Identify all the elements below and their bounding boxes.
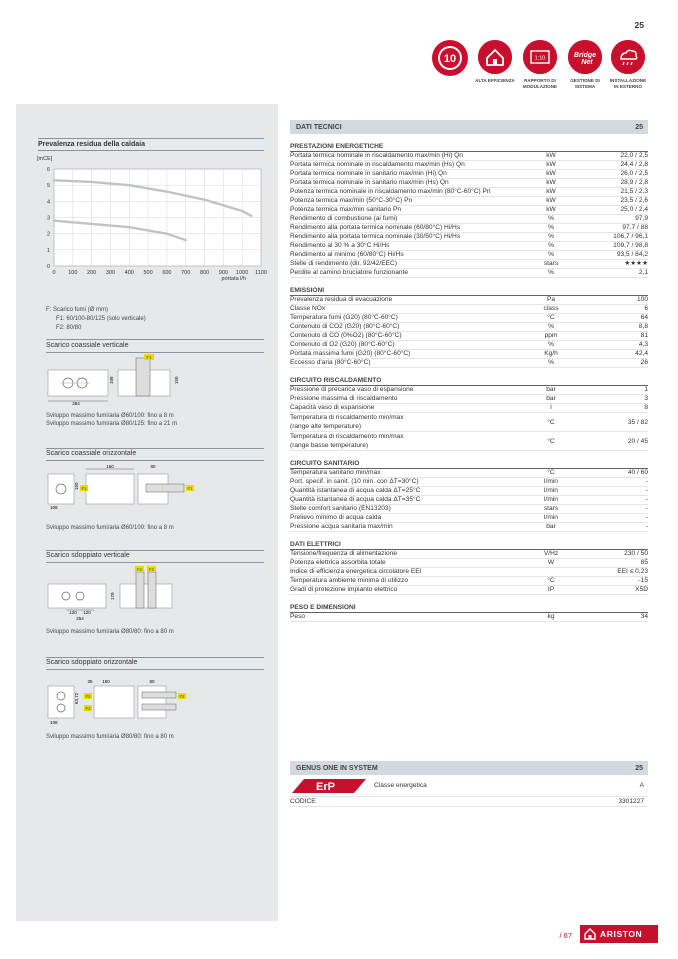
erp-logo-icon: [290, 777, 368, 795]
svg-text:Bridge: Bridge: [573, 52, 597, 59]
row-value: ★★★★: [624, 260, 648, 267]
row-unit: kW: [546, 179, 556, 186]
row-unit: bar: [546, 395, 556, 402]
modulation: [520, 40, 560, 89]
row-unit: IP: [547, 586, 555, 593]
row-label: Prevalenza residua di evacuazione: [290, 296, 393, 303]
tech-row: [290, 152, 648, 161]
row-label: Potenza elettrica assorbita totale: [290, 559, 386, 566]
svg-text:150: 150: [74, 482, 79, 490]
row-value: 1: [644, 386, 648, 393]
tech-row: [290, 233, 648, 242]
row-label: Stelle di rendimento (dir. 92/42/EEC): [290, 260, 398, 267]
row-label: Potenza termica max/min sanitario Pn: [290, 206, 402, 213]
svg-text:170: 170: [110, 592, 115, 600]
row-unit: stars: [543, 505, 559, 512]
split-horizontal-diagram: [46, 674, 206, 726]
ariston-logo: [580, 925, 658, 943]
row-label: Rendimento alla portata termica nominale (60/80°C) Hi/Hs: [290, 224, 461, 231]
tech-row: [290, 469, 648, 478]
row-value: 25,0 / 2,4: [620, 206, 648, 213]
tech-row: [290, 224, 648, 233]
row-unit: V/Hz: [543, 550, 559, 557]
flue-legend-0: F: Scarico fumi (Ø mm): [46, 307, 109, 313]
row-value: 35 / 82: [627, 418, 648, 426]
flue-note-2: Sviluppo massimo fumi/aria Ø80/80: fino a 80 m: [46, 629, 174, 635]
flue-legend-1: F1: 60/100-80/125 (solo verticale): [56, 316, 146, 322]
tech-group-title: PRESTAZIONI ENERGETICHE: [290, 143, 648, 152]
tech-row: [290, 496, 648, 505]
flue-section-title: Scarico sdoppiato orizzontale: [46, 659, 138, 666]
coaxial-vertical-diagram: [46, 354, 206, 406]
svg-text:160: 160: [102, 679, 110, 684]
row-label: Quantità istantanea di acqua calda ΔT=25°C: [290, 487, 421, 494]
tech-row: [290, 413, 648, 432]
row-label: Eccesso d'aria (80°C-60°C): [290, 359, 371, 366]
row-label: Port. specif. in sanit. (10 min. con ΔT=30°C): [290, 478, 419, 485]
outdoor-install: [608, 40, 648, 89]
row-label: Portata massima fumi (G20) (80°C-60°C): [290, 350, 411, 357]
tech-row: [290, 359, 648, 368]
row-value: 6: [644, 305, 648, 312]
chart-ytick: 0: [46, 264, 50, 270]
tech-row: [290, 386, 648, 395]
row-label: Tensione/frequenza di alimentazione: [290, 550, 398, 557]
tech-group-title: EMISSIONI: [290, 287, 648, 296]
tech-row: [290, 323, 648, 332]
chart-xtick: 200: [87, 270, 97, 276]
svg-text:35: 35: [87, 679, 93, 684]
row-label: Pressione acqua sanitaria max/min: [290, 523, 393, 530]
footer-page-number: / 67: [559, 931, 572, 940]
tech-row: [290, 550, 648, 559]
row-label: Temperatura ambiente minima di utilizzo: [290, 577, 409, 584]
tech-row: [290, 478, 648, 487]
tech-row: [290, 305, 648, 314]
code-label: CODICE: [290, 798, 316, 805]
row-unit: kW: [546, 206, 556, 213]
row-label: Portata termica nominale in riscaldamento max/min (Hs) Qn: [290, 161, 465, 168]
row-value: -15: [638, 577, 648, 584]
bridgenet-label: GESTIONE DI SISTEMA: [570, 78, 600, 89]
row-value: -: [645, 487, 648, 494]
row-unit: %: [548, 242, 554, 249]
row-label: Perdite al camino bruciatore funzionante: [290, 269, 409, 276]
chart-xtick: 700: [181, 270, 191, 276]
row-value: 109,7 / 98,8: [613, 242, 648, 249]
row-value: 21,5 / 2,3: [620, 188, 648, 195]
flue-legend-2: F2: 80/80: [56, 325, 82, 331]
svg-text:10: 10: [443, 53, 457, 65]
left-panel: [16, 104, 278, 921]
svg-text:80: 80: [149, 679, 155, 684]
row-unit: Kg/h: [544, 350, 558, 357]
row-label: Rendimento alla portata termica nominale (30/50°C) Hi/Hs: [290, 233, 461, 240]
row-label: Contenuto di O2 (G20) (80°C-60°C): [290, 341, 395, 348]
tech-row: [290, 505, 648, 514]
row-unit: kW: [546, 152, 556, 159]
chart-xtick: 0: [52, 270, 56, 276]
house-logo-icon: [584, 928, 596, 940]
row-value: 34: [640, 613, 648, 620]
system-model: 25: [635, 764, 643, 772]
row-label: Potenza termica max/min (50°C-30°C) Pn: [290, 197, 413, 204]
erp-row: [290, 775, 648, 797]
row-label: Classe NOx: [290, 305, 326, 312]
tech-table-title: DATI TECNICI: [296, 123, 342, 131]
row-unit: W: [547, 559, 555, 566]
row-value: 97,9: [635, 215, 648, 222]
row-unit: l/min: [544, 487, 558, 494]
code-value: 3301227: [618, 798, 644, 805]
row-unit: °C: [547, 418, 555, 426]
svg-text:120: 120: [83, 610, 91, 615]
row-unit: %: [548, 269, 554, 276]
row-label: Prelievo minimo di acqua calda: [290, 514, 382, 521]
chart-xtick: 1000: [236, 270, 249, 276]
row-value: 26: [640, 359, 648, 366]
svg-text:80: 80: [150, 464, 156, 469]
tech-groups: [290, 143, 648, 622]
svg-text:63,72: 63,72: [74, 692, 79, 704]
tech-row: [290, 161, 648, 170]
row-value: 97,7 / 88: [622, 224, 648, 231]
tech-row: [290, 251, 648, 260]
tech-row: [290, 332, 648, 341]
tech-row: [290, 215, 648, 224]
flue-section-title: Scarico coassiale orizzontale: [46, 450, 137, 457]
row-label: Temperatura di riscaldamento min/max (range alte temperature): [290, 414, 404, 430]
row-label: Rendimento di combustione (ai fumi): [290, 215, 398, 222]
svg-text:F1: F1: [81, 486, 87, 491]
row-label: Gradi di protezione impianto elettrico: [290, 586, 398, 593]
chart-xtick: 300: [105, 270, 116, 276]
row-unit: l/min: [544, 478, 558, 485]
modulation-label: RAPPORTO DI MODULAZIONE: [522, 78, 558, 89]
row-label: Portata termica nominale in riscaldamento max/min (Hi) Qn: [290, 152, 463, 159]
chart-xtick: 400: [124, 270, 134, 276]
outdoor-install-label: INSTALLAZIONE IN ESTERNO: [609, 78, 647, 89]
high-efficiency-label: ALTA EFFICIENZA: [475, 78, 515, 83]
flue-note-1: Sviluppo massimo fumi/aria Ø60/100: fino a 8 m: [46, 525, 174, 531]
row-unit: %: [548, 341, 554, 348]
svg-text:F2: F2: [149, 567, 154, 572]
chart-xtick: 800: [199, 270, 210, 276]
outdoor-install-icon: [611, 40, 645, 74]
tech-table-header: [290, 120, 648, 134]
chart-ytick: 4: [46, 199, 50, 206]
chart-ylabel: [mCE]: [37, 156, 53, 162]
row-value: -: [645, 523, 648, 530]
row-value: 230 / 50: [624, 550, 648, 557]
row-label: Contenuto di CO2 (G20) (80°C-60°C): [290, 323, 400, 330]
flue-note-0a: Sviluppo massimo fumi/aria Ø60/100: fino a 8 m: [46, 413, 174, 419]
bridgenet: [565, 40, 605, 89]
row-unit: kW: [546, 188, 556, 195]
chart-xtick: 900: [218, 270, 228, 276]
tech-row: [290, 523, 648, 532]
row-label: Temperatura di riscaldamento min/max (range basse temperature): [290, 433, 404, 449]
page-number: 25: [634, 20, 644, 30]
tech-row: [290, 197, 648, 206]
tech-row: [290, 613, 648, 622]
tech-row: [290, 568, 648, 577]
row-unit: °C: [547, 577, 555, 584]
pump-head-chart: [16, 148, 278, 288]
tech-table-model: 25: [635, 123, 643, 131]
flue-note-3: Sviluppo massimo fumi/aria Ø80/80: fino a 80 m: [46, 734, 174, 740]
warranty-badge: [430, 40, 470, 76]
row-value: 106,7 / 96,1: [613, 233, 648, 240]
row-label: Indice di efficienza energetica circolatore EEI: [290, 568, 422, 575]
row-unit: %: [548, 224, 554, 231]
bridgenet-icon: [568, 40, 602, 74]
row-value: -: [645, 478, 648, 485]
modulation-icon: [523, 40, 557, 74]
row-unit: %: [548, 233, 554, 240]
chart-xlabel: portata l/h: [221, 276, 246, 282]
row-label: Stelle comfort sanitario (EN13203): [290, 505, 391, 512]
row-label: Quantità istantanea di acqua calda ΔT=35°C: [290, 496, 421, 503]
split-vertical-diagram: [46, 566, 206, 622]
system-title: GENUS ONE IN SYSTEM: [296, 764, 378, 772]
row-unit: %: [548, 215, 554, 222]
row-value: 64: [640, 314, 648, 321]
chart-xtick: 1100: [255, 270, 267, 276]
svg-text:254: 254: [76, 616, 84, 621]
tech-row: [290, 404, 648, 413]
row-label: Pressione di precarica vaso di espansione: [290, 386, 414, 393]
erp-label: Classe energetica: [374, 782, 427, 789]
row-unit: l: [550, 404, 552, 411]
row-value: 24,4 / 2,8: [620, 161, 648, 168]
flue-section-title: Scarico coassiale verticale: [46, 342, 129, 349]
row-unit: %: [548, 323, 554, 330]
row-unit: °C: [547, 469, 555, 476]
row-value: 85: [640, 559, 648, 566]
chart-xtick: 100: [68, 270, 78, 276]
chart-xtick: 500: [143, 270, 153, 276]
row-unit: bar: [546, 386, 556, 393]
row-value: 8: [644, 404, 648, 411]
tech-group-title: CIRCUITO SANITARIO: [290, 460, 648, 469]
system-table: [290, 761, 648, 807]
tech-row: [290, 242, 648, 251]
row-unit: °C: [547, 437, 555, 445]
code-row: [290, 797, 648, 807]
svg-text:108: 108: [109, 376, 114, 384]
tech-group-title: DATI ELETTRICI: [290, 541, 648, 550]
row-label: Capacità vaso di espansione: [290, 404, 375, 411]
chart-ytick: 1: [46, 247, 50, 254]
row-unit: kW: [546, 197, 556, 204]
row-label: Temperatura sanitario min/max: [290, 469, 381, 476]
row-unit: kW: [546, 161, 556, 168]
svg-text:1:10: 1:10: [534, 55, 546, 62]
svg-text:Net: Net: [581, 59, 593, 66]
tech-row: [290, 586, 648, 595]
tech-row: [290, 577, 648, 586]
row-value: X5D: [635, 586, 648, 593]
svg-text:F1: F1: [146, 355, 152, 360]
row-value: -: [645, 496, 648, 503]
row-unit: %: [548, 251, 554, 258]
tech-row: [290, 341, 648, 350]
tech-row: [290, 179, 648, 188]
svg-text:254: 254: [72, 401, 80, 406]
row-label: Rendimento al 30 % a 30°C Hi/Hs: [290, 242, 390, 249]
row-value: 8,8: [638, 323, 648, 330]
tech-group-title: PESO E DIMENSIONI: [290, 604, 648, 613]
row-value: 40 / 60: [627, 469, 648, 476]
chart-ytick: 2: [46, 231, 50, 238]
tech-row: [290, 350, 648, 359]
row-unit: stars: [543, 260, 559, 267]
high-efficiency: [475, 40, 515, 84]
row-value: 22,0 / 2,5: [620, 152, 648, 159]
row-value: 4,3: [638, 341, 648, 348]
tech-row: [290, 514, 648, 523]
row-unit: class: [543, 305, 559, 312]
flue-note-0b: Sviluppo massimo fumi/aria Ø80/125: fino a 21 m: [46, 421, 178, 427]
tech-row: [290, 206, 648, 215]
row-unit: Pa: [546, 296, 556, 303]
row-label: Peso: [290, 613, 306, 620]
row-value: 93,5 / 84,2: [616, 251, 648, 258]
row-unit: kg: [547, 613, 555, 620]
chart-ytick: 6: [46, 167, 50, 173]
tech-row: [290, 487, 648, 496]
tech-row: [290, 170, 648, 179]
erp-value: A: [639, 782, 644, 789]
chart-ytick: 5: [46, 183, 50, 190]
svg-text:150: 150: [174, 376, 179, 384]
tech-table: [290, 120, 648, 622]
row-value: 26,0 / 2,5: [620, 170, 648, 177]
row-value: 42,4: [635, 350, 648, 357]
row-value: -: [645, 514, 648, 521]
flue-section-title: Scarico sdoppiato verticale: [46, 552, 130, 559]
tech-group-title: CIRCUITO RISCALDAMENTO: [290, 377, 648, 386]
row-value: 2,1: [638, 269, 648, 276]
coaxial-horizontal-diagram: [46, 464, 206, 512]
row-label: Contenuto di CO (0%O2) (80°C-60°C): [290, 332, 402, 339]
system-header: [290, 761, 648, 775]
svg-text:F2: F2: [85, 694, 91, 699]
tech-row: [290, 432, 648, 451]
svg-text:F2: F2: [85, 706, 91, 711]
tech-row: [290, 188, 648, 197]
row-unit: ppm: [544, 332, 558, 339]
feature-icons: [430, 40, 648, 120]
row-value: 23,5 / 2,6: [620, 197, 648, 204]
tech-row: [290, 395, 648, 404]
brand-name: ARISTON: [600, 929, 643, 939]
tech-row: [290, 260, 648, 269]
row-label: Pressione massima di riscaldamento: [290, 395, 398, 402]
row-value: EEI ≤ 0,23: [617, 568, 648, 575]
row-label: Potenza termica nominale in riscaldamento max/min (80°C-60°C) Pn: [290, 188, 491, 195]
svg-text:F2: F2: [179, 694, 185, 699]
row-label: Temperatura fumi (G20) (80°C-60°C): [290, 314, 398, 321]
svg-text:160: 160: [106, 464, 114, 469]
row-value: 20 / 45: [627, 437, 648, 445]
warranty-badge-icon: [432, 40, 468, 76]
tech-row: [290, 269, 648, 278]
high-efficiency-icon: [478, 40, 512, 74]
svg-text:108: 108: [50, 720, 58, 725]
row-label: Portata termica nominale in sanitario max/min (Hi) Qn: [290, 170, 447, 177]
svg-text:F1: F1: [187, 486, 193, 491]
row-value: 100: [636, 296, 648, 303]
row-value: 28,9 / 2,8: [620, 179, 648, 186]
tech-row: [290, 559, 648, 568]
tech-row: [290, 296, 648, 305]
svg-text:ErP: ErP: [316, 780, 335, 793]
row-value: -: [645, 505, 648, 512]
row-unit: bar: [546, 523, 556, 530]
row-unit: l/min: [544, 514, 558, 521]
chart-title: Prevalenza residua della caldaia: [38, 141, 146, 148]
row-unit: °C: [547, 314, 555, 321]
svg-text:108: 108: [50, 505, 58, 510]
tech-row: [290, 314, 648, 323]
row-label: Portata termica nominale in sanitario max/min (Hs) Qn: [290, 179, 449, 186]
row-value: 3: [644, 395, 648, 402]
svg-text:F2: F2: [137, 567, 142, 572]
row-label: Rendimento al minimo (60/80°C) Hi/Hs: [290, 251, 404, 258]
row-unit: l/min: [544, 496, 558, 503]
row-unit: %: [548, 359, 554, 366]
chart-ytick: 3: [46, 215, 50, 222]
svg-text:120: 120: [69, 610, 77, 615]
chart-xtick: 600: [162, 270, 172, 276]
row-unit: kW: [546, 170, 556, 177]
row-value: 81: [640, 332, 648, 339]
